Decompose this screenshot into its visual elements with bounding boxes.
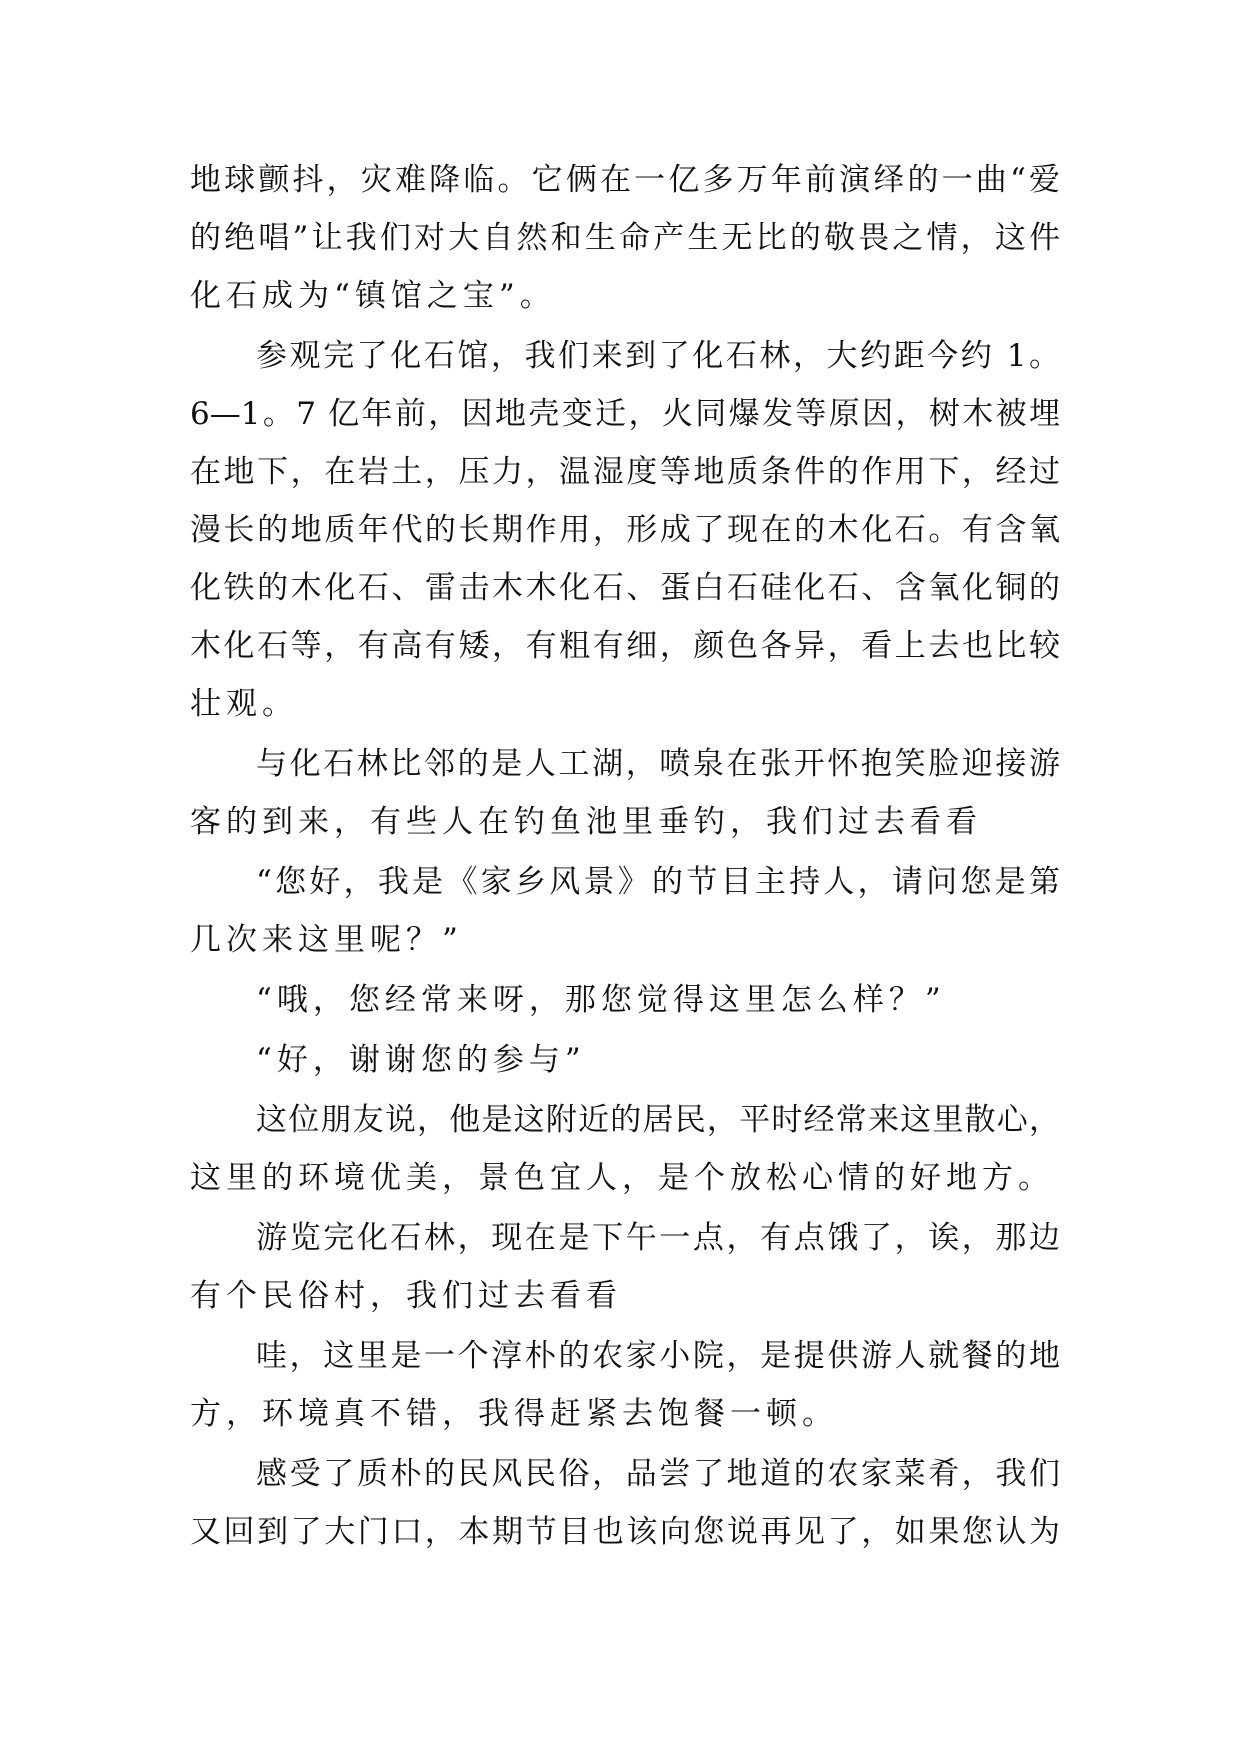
text-line: 参观完了化石馆，我们来到了化石林，大约距今约 1。 — [256, 338, 1060, 374]
text-line: 木化石等，有高有矮，有粗有细，颜色各异，看上去也比较 — [190, 628, 1060, 664]
text-line: 的绝唱”让我们对大自然和生命产生无比的敬畏之情，这件 — [190, 220, 1060, 256]
text-line: 与化石林比邻的是人工湖，喷泉在张开怀抱笑脸迎接游 — [256, 746, 1060, 782]
text-line: 感受了质朴的民风民俗，品尝了地道的农家菜肴，我们 — [256, 1456, 1060, 1492]
text-line: 在地下，在岩土，压力，温湿度等地质条件的作用下，经过 — [190, 454, 1060, 490]
text-line: “哦，您经常来呀，那您觉得这里怎么样？” — [256, 982, 946, 1018]
text-line: “您好，我是《家乡风景》的节目主持人，请问您是第 — [256, 864, 1060, 900]
text-line: 壮观。 — [190, 686, 298, 722]
text-line: 客的到来，有些人在钓鱼池里垂钓，我们过去看看 — [190, 804, 982, 840]
text-line: 方，环境真不错，我得赶紧去饱餐一顿。 — [190, 1396, 838, 1432]
text-line: 化石成为“镇馆之宝”。 — [190, 278, 556, 314]
text-line: 化铁的木化石、雷击木木化石、蛋白石硅化石、含氧化铜的 — [190, 570, 1060, 606]
text-line: 哇，这里是一个淳朴的农家小院，是提供游人就餐的地 — [256, 1338, 1060, 1374]
text-line: 地球颤抖，灾难降临。它俩在一亿多万年前演绎的一曲“爱 — [190, 162, 1060, 198]
text-line: 有个民俗村，我们过去看看 — [190, 1278, 622, 1314]
text-line: 漫长的地质年代的长期作用，形成了现在的木化石。有含氧 — [190, 512, 1060, 548]
text-line: 这位朋友说，他是这附近的居民，平时经常来这里散心， — [256, 1102, 1060, 1138]
text-line: 几次来这里呢？” — [190, 922, 463, 958]
text-line: 又回到了大门口，本期节目也该向您说再见了，如果您认为 — [190, 1514, 1060, 1550]
text-line: 游览完化石林，现在是下午一点，有点饿了，诶，那边 — [256, 1220, 1060, 1256]
text-line: 这里的环境优美，景色宜人，是个放松心情的好地方。 — [190, 1160, 1054, 1196]
text-line: 6—1。7 亿年前，因地壳变迁，火同爆发等原因，树木被埋 — [190, 396, 1060, 432]
text-line: “好，谢谢您的参与” — [256, 1042, 586, 1078]
